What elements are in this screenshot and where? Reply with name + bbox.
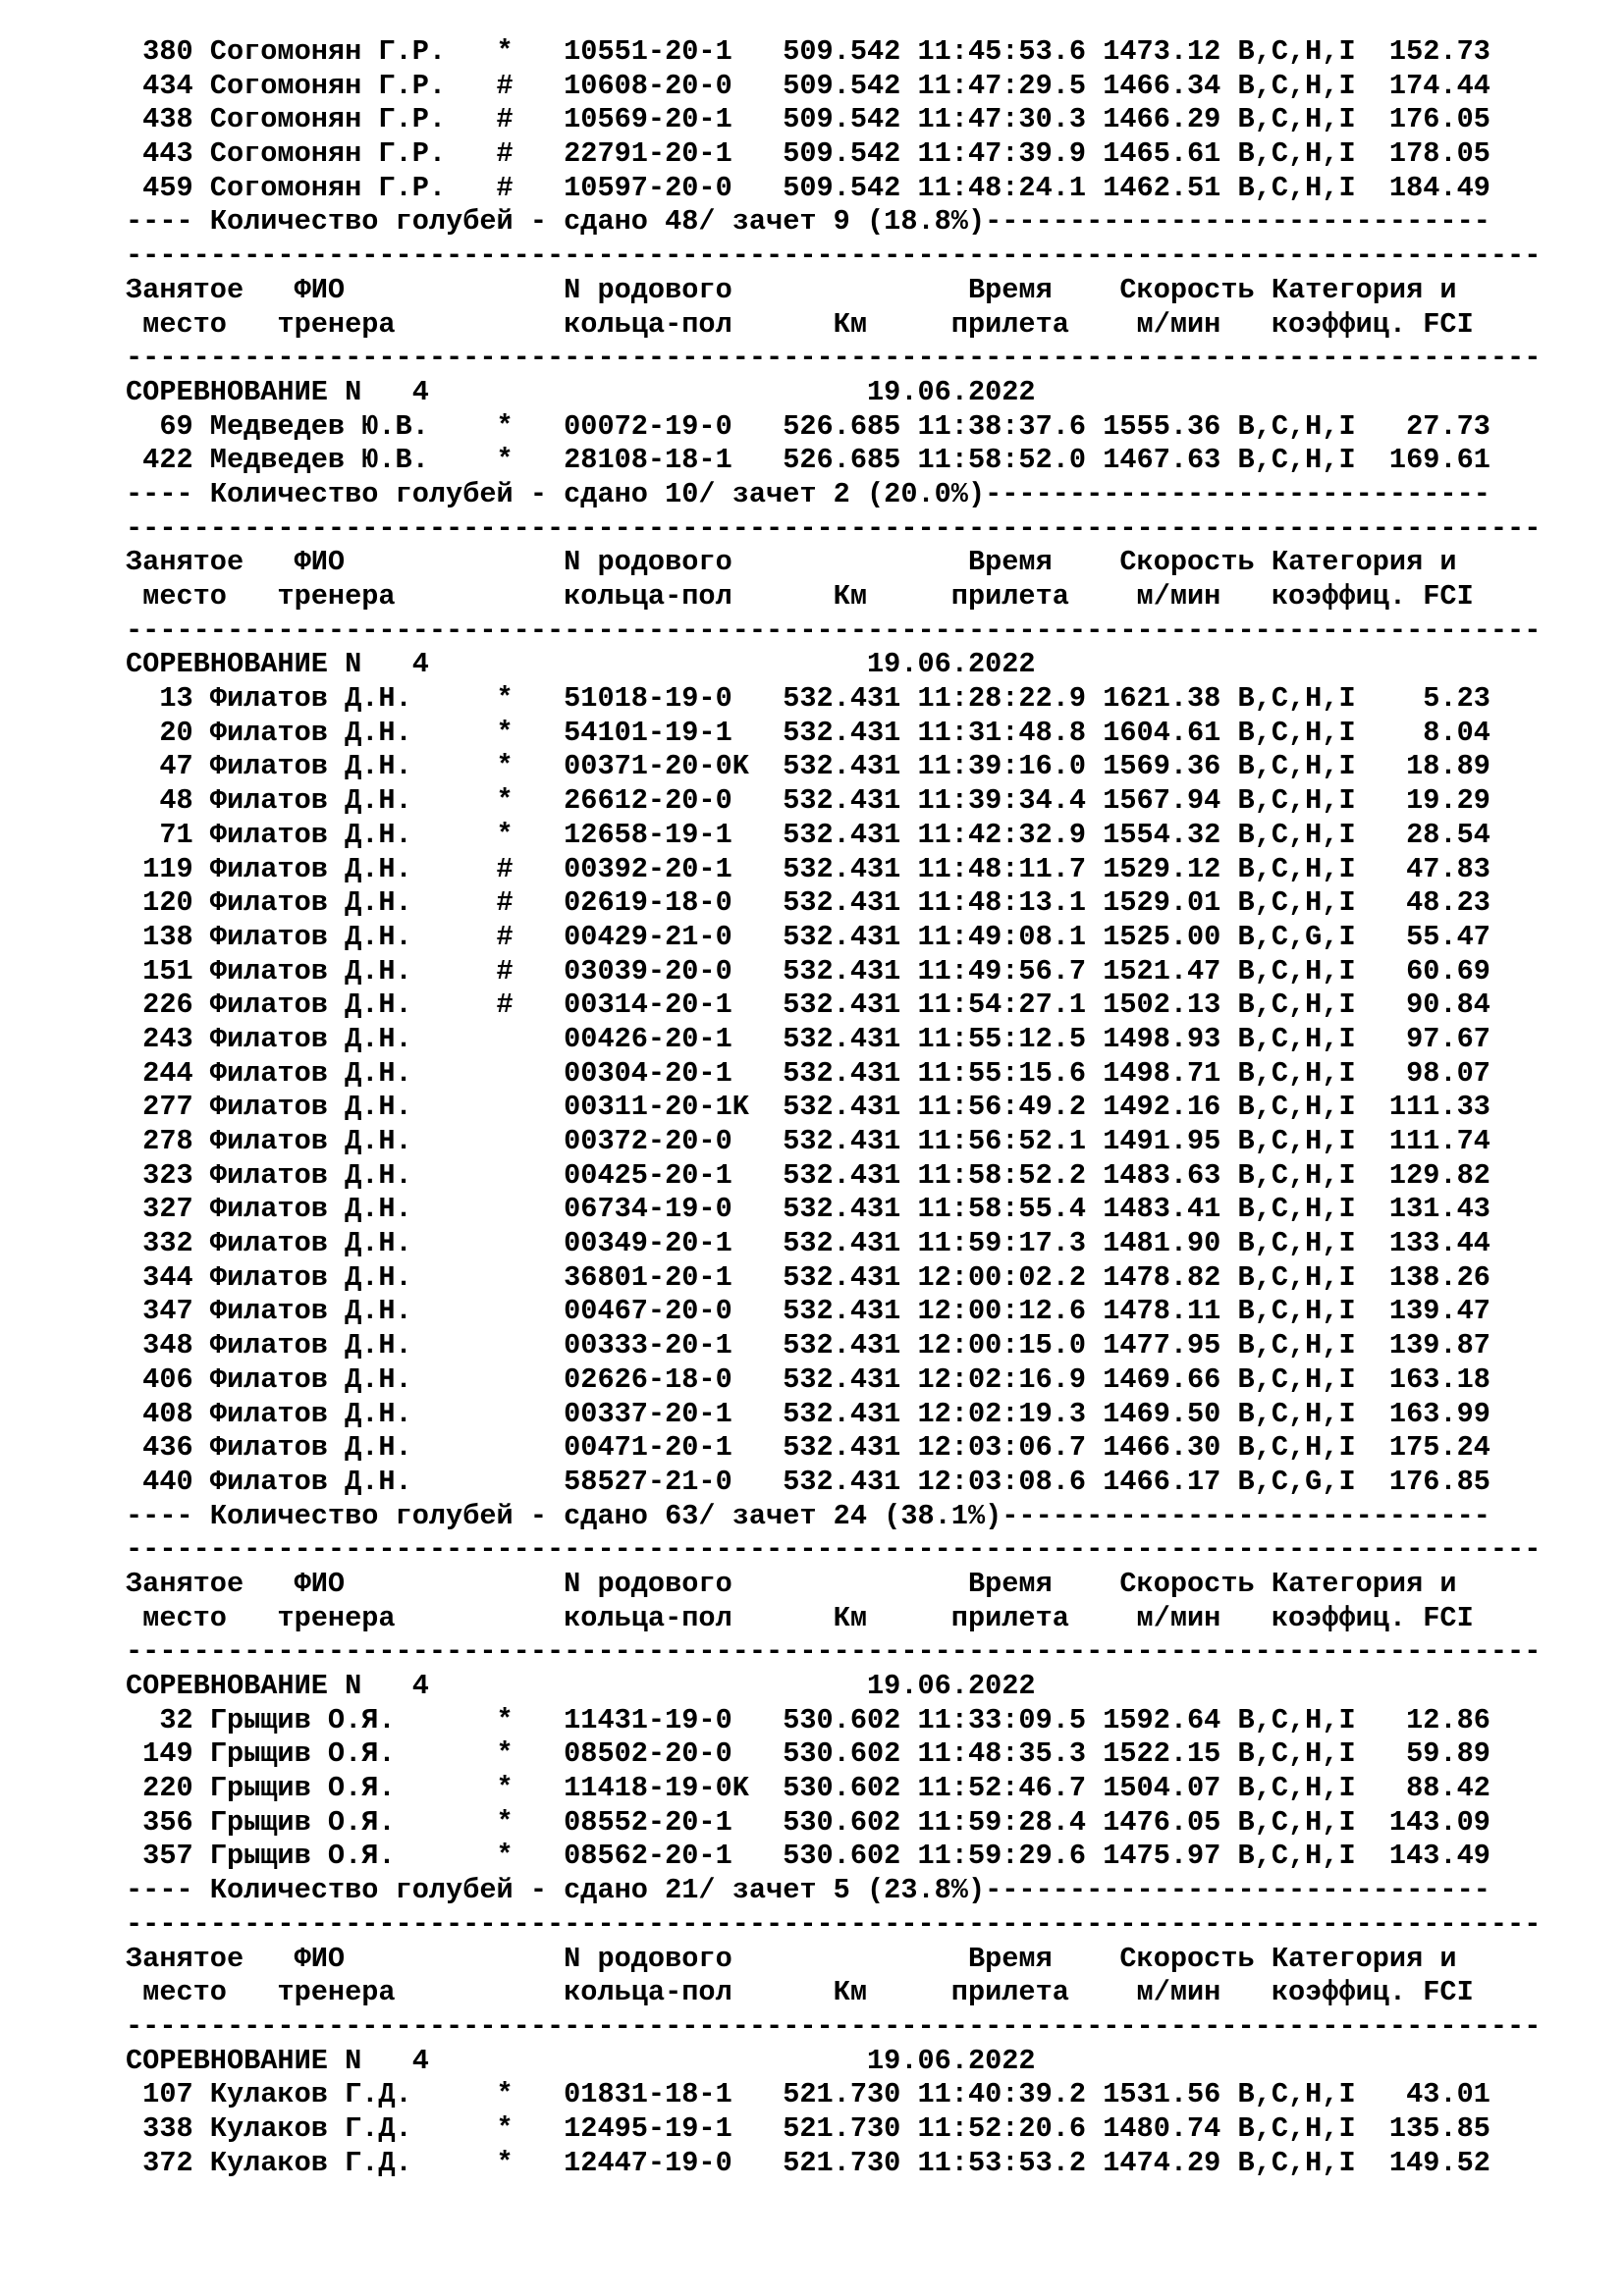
result-row: 107 Кулаков Г.Д. * 01831-18-1 521.730 11:40:39.2 1531.56 B,C,H,I 43.01 <box>126 2078 1490 2111</box>
competition-title: СОРЕВНОВАНИЕ N 4 19.06.2022 <box>126 375 1036 408</box>
result-row: 48 Филатов Д.Н. * 26612-20-0 532.431 11:39:34.4 1567.94 B,C,H,I 19.29 <box>126 784 1490 818</box>
result-row: 138 Филатов Д.Н. # 00429-21-0 532.431 11:49:08.1 1525.00 B,C,G,I 55.47 <box>126 920 1490 953</box>
result-row: 357 Грыщив О.Я. * 08562-20-1 530.602 11:59:29.6 1475.97 B,C,H,I 143.49 <box>126 1840 1490 1873</box>
section-summary: ---- Количество голубей - сдано 10/ зачет 2 (20.0%)------------------------------ <box>126 477 1490 510</box>
competition-title: СОРЕВНОВАНИЕ N 4 19.06.2022 <box>126 648 1036 681</box>
result-row: 440 Филатов Д.Н. 58527-21-0 532.431 12:03:08.6 1466.17 B,C,G,I 176.85 <box>126 1465 1490 1498</box>
result-row: 408 Филатов Д.Н. 00337-20-1 532.431 12:02:19.3 1469.50 B,C,H,I 163.99 <box>126 1397 1490 1430</box>
result-row: 277 Филатов Д.Н. 00311-20-1K 532.431 11:56:49.2 1492.16 B,C,H,I 111.33 <box>126 1091 1490 1124</box>
result-row: 149 Грыщив О.Я. * 08502-20-0 530.602 11:48:35.3 1522.15 B,C,H,I 59.89 <box>126 1737 1490 1771</box>
separator-line: ------------------------------------------------------------------------------------ <box>126 1907 1542 1941</box>
result-row: 220 Грыщив О.Я. * 11418-19-0K 530.602 11:52:46.7 1504.07 B,C,H,I 88.42 <box>126 1772 1490 1805</box>
result-row: 119 Филатов Д.Н. # 00392-20-1 532.431 11:48:11.7 1529.12 B,C,H,I 47.83 <box>126 852 1490 885</box>
result-row: 327 Филатов Д.Н. 06734-19-0 532.431 11:58:55.4 1483.41 B,C,H,I 131.43 <box>126 1193 1490 1226</box>
section-summary: ---- Количество голубей - сдано 48/ зачет 9 (18.8%)------------------------------ <box>126 205 1490 239</box>
result-row: 459 Согомонян Г.Р. # 10597-20-0 509.542 11:48:24.1 1462.51 B,C,H,I 184.49 <box>126 171 1490 204</box>
column-header-line: место тренера кольца-пол Км прилета м/мин коэффиц. FCI <box>126 307 1474 341</box>
result-row: 244 Филатов Д.Н. 00304-20-1 532.431 11:55:15.6 1498.71 B,C,H,I 98.07 <box>126 1056 1490 1090</box>
separator-line: ------------------------------------------------------------------------------------ <box>126 342 1542 375</box>
separator-line: ------------------------------------------------------------------------------------ <box>126 240 1542 273</box>
separator-line: ------------------------------------------------------------------------------------ <box>126 2009 1542 2043</box>
result-row: 69 Медведев Ю.В. * 00072-19-0 526.685 11:38:37.6 1555.36 B,C,H,I 27.73 <box>126 409 1490 443</box>
result-row: 347 Филатов Д.Н. 00467-20-0 532.431 12:00:12.6 1478.11 B,C,H,I 139.47 <box>126 1295 1490 1328</box>
column-header-line: Занятое ФИО N родового Время Скорость Категория и <box>126 1942 1457 1975</box>
result-row: 356 Грыщив О.Я. * 08552-20-1 530.602 11:59:28.4 1476.05 B,C,H,I 143.09 <box>126 1805 1490 1839</box>
result-row: 338 Кулаков Г.Д. * 12495-19-1 521.730 11:52:20.6 1480.74 B,C,H,I 135.85 <box>126 2111 1490 2145</box>
result-row: 332 Филатов Д.Н. 00349-20-1 532.431 11:59:17.3 1481.90 B,C,H,I 133.44 <box>126 1227 1490 1260</box>
column-header-line: Занятое ФИО N родового Время Скорость Категория и <box>126 1567 1457 1600</box>
separator-line: ------------------------------------------------------------------------------------ <box>126 614 1542 647</box>
result-row: 436 Филатов Д.Н. 00471-20-1 532.431 12:03:06.7 1466.30 B,C,H,I 175.24 <box>126 1431 1490 1465</box>
result-row: 47 Филатов Д.Н. * 00371-20-0K 532.431 11:39:16.0 1569.36 B,C,H,I 18.89 <box>126 750 1490 783</box>
result-row: 20 Филатов Д.Н. * 54101-19-1 532.431 11:31:48.8 1604.61 B,C,H,I 8.04 <box>126 716 1490 749</box>
section-summary: ---- Количество голубей - сдано 21/ зачет 5 (23.8%)------------------------------ <box>126 1874 1490 1907</box>
result-row: 443 Согомонян Г.Р. # 22791-20-1 509.542 11:47:39.9 1465.61 B,C,H,I 178.05 <box>126 137 1490 171</box>
column-header-line: Занятое ФИО N родового Время Скорость Категория и <box>126 273 1457 306</box>
result-row: 323 Филатов Д.Н. 00425-20-1 532.431 11:58:52.2 1483.63 B,C,H,I 129.82 <box>126 1158 1490 1192</box>
competition-title: СОРЕВНОВАНИЕ N 4 19.06.2022 <box>126 2044 1036 2077</box>
result-row: 344 Филатов Д.Н. 36801-20-1 532.431 12:00:02.2 1478.82 B,C,H,I 138.26 <box>126 1260 1490 1294</box>
result-row: 243 Филатов Д.Н. 00426-20-1 532.431 11:55:12.5 1498.93 B,C,H,I 97.67 <box>126 1022 1490 1055</box>
results-document <box>126 35 1541 2180</box>
separator-line: ------------------------------------------------------------------------------------ <box>126 1635 1542 1669</box>
result-row: 32 Грыщив О.Я. * 11431-19-0 530.602 11:33:09.5 1592.64 B,C,H,I 12.86 <box>126 1703 1490 1736</box>
result-row: 120 Филатов Д.Н. # 02619-18-0 532.431 11:48:13.1 1529.01 B,C,H,I 48.23 <box>126 886 1490 920</box>
result-row: 151 Филатов Д.Н. # 03039-20-0 532.431 11:49:56.7 1521.47 B,C,H,I 60.69 <box>126 954 1490 988</box>
column-header-line: место тренера кольца-пол Км прилета м/мин коэффиц. FCI <box>126 1976 1474 2009</box>
result-row: 380 Согомонян Г.Р. * 10551-20-1 509.542 11:45:53.6 1473.12 B,C,H,I 152.73 <box>126 35 1490 68</box>
result-row: 278 Филатов Д.Н. 00372-20-0 532.431 11:56:52.1 1491.95 B,C,H,I 111.74 <box>126 1125 1490 1157</box>
result-row: 422 Медведев Ю.В. * 28108-18-1 526.685 11:58:52.0 1467.63 B,C,H,I 169.61 <box>126 444 1490 477</box>
separator-line: ------------------------------------------------------------------------------------ <box>126 1533 1542 1567</box>
result-row: 226 Филатов Д.Н. # 00314-20-1 532.431 11:54:27.1 1502.13 B,C,H,I 90.84 <box>126 988 1490 1022</box>
competition-title: СОРЕВНОВАНИЕ N 4 19.06.2022 <box>126 1670 1036 1702</box>
result-row: 438 Согомонян Г.Р. # 10569-20-1 509.542 11:47:30.3 1466.29 B,C,H,I 176.05 <box>126 103 1490 136</box>
result-row: 434 Согомонян Г.Р. # 10608-20-0 509.542 11:47:29.5 1466.34 B,C,H,I 174.44 <box>126 69 1490 102</box>
separator-line: ------------------------------------------------------------------------------------ <box>126 511 1542 545</box>
result-row: 71 Филатов Д.Н. * 12658-19-1 532.431 11:42:32.9 1554.32 B,C,H,I 28.54 <box>126 818 1490 851</box>
result-row: 13 Филатов Д.Н. * 51018-19-0 532.431 11:28:22.9 1621.38 B,C,H,I 5.23 <box>126 682 1490 716</box>
result-row: 406 Филатов Д.Н. 02626-18-0 532.431 12:02:16.9 1469.66 B,C,H,I 163.18 <box>126 1362 1490 1396</box>
column-header-line: место тренера кольца-пол Км прилета м/мин коэффиц. FCI <box>126 580 1474 613</box>
section-summary: ---- Количество голубей - сдано 63/ зачет 24 (38.1%)----------------------------- <box>126 1499 1490 1532</box>
result-row: 348 Филатов Д.Н. 00333-20-1 532.431 12:00:15.0 1477.95 B,C,H,I 139.87 <box>126 1329 1490 1362</box>
column-header-line: место тренера кольца-пол Км прилета м/мин коэффиц. FCI <box>126 1601 1474 1634</box>
column-header-line: Занятое ФИО N родового Время Скорость Категория и <box>126 546 1457 579</box>
result-row: 372 Кулаков Г.Д. * 12447-19-0 521.730 11:53:53.2 1474.29 B,C,H,I 149.52 <box>126 2146 1490 2179</box>
